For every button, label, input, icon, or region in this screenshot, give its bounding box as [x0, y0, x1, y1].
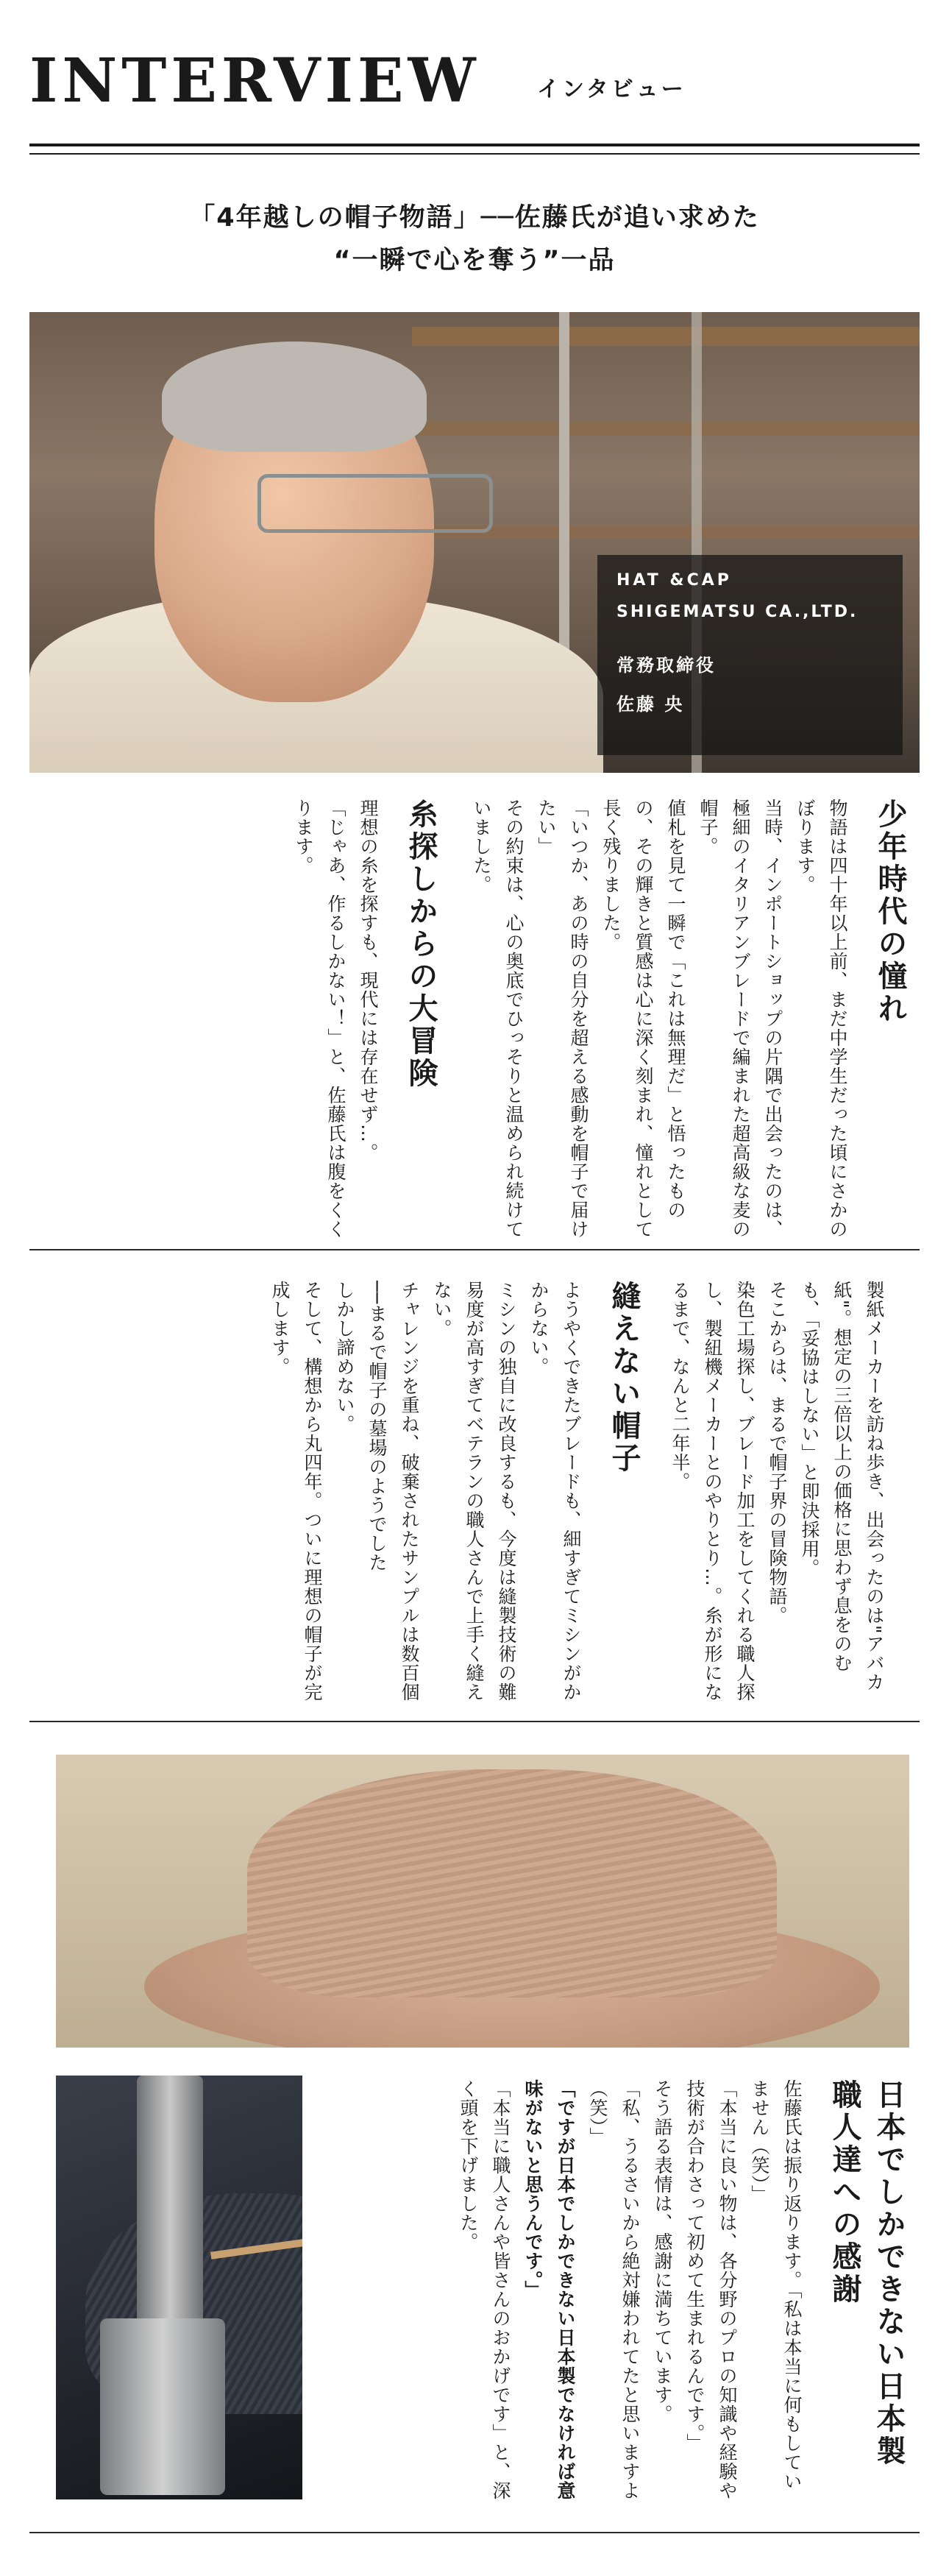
section-heading: 糸探しからの大冒険: [404, 799, 438, 1090]
headline-line-2: “一瞬で心を奪う”一品: [333, 246, 616, 275]
section-divider: [29, 2532, 920, 2533]
paragraph: ミシンの独自に改良するも、今度は縫製技術の難易度が高すぎてベテランの職人さんで上手く縫えない。: [431, 1281, 517, 1702]
page-title: INTERVIEW: [29, 46, 480, 116]
paragraph: 「私、うるさいから絶対嫌われてたと思いますよ（笑）」: [587, 2079, 641, 2500]
caption-role: 常務取締役: [616, 655, 716, 676]
paragraph: 当時、インポートショップの片隅で出会ったのは、極細のイタリアンブレードで編まれた超高級な麦の帽子。: [697, 799, 783, 1239]
paragraph: ようやくできたブレードも、細すぎてミシンがかからない。: [528, 1281, 582, 1702]
section-heading: 縫えない帽子: [607, 1281, 641, 1475]
header-rule-thick: [29, 144, 920, 146]
paragraph-emphasis: 「ですが日本でしかできない日本製でなければ意味がないと思うんです。」: [522, 2079, 576, 2500]
sewing-machine-photo: [56, 2076, 302, 2499]
paragraph: そこからは、まるで帽子界の冒険物語。: [767, 1281, 788, 1625]
caption-name: 佐藤 央: [616, 694, 685, 715]
paragraph: 理想の糸を探すも、現代には存在せず…。: [358, 799, 379, 1162]
section-divider: [29, 1721, 920, 1722]
paragraph: そう語る表情は、感謝に満ちています。: [652, 2079, 673, 2424]
paragraph: しかし諦めない。: [334, 1281, 355, 1434]
paragraph: 値札を見て一瞬で「これは無理だ」と悟ったものの、その輝きと質感は心に深く刻まれ、憧れとして長く残りました。: [600, 799, 686, 1239]
paragraph: 染色工場探し、ブレード加工をしてくれる職人探し、製紐機メーカーとのやりとり…。糸が形になるまで、なんと二年半。: [669, 1281, 756, 1702]
page-header: [29, 46, 920, 116]
article-block-3: [452, 2079, 911, 2506]
headline-line-1: 「4年越しの帽子物語」──佐藤氏が追い求めた: [189, 203, 760, 233]
article-block-1: [287, 799, 912, 1240]
glasses-icon: [257, 474, 493, 533]
paragraph: 「本当に良い物は、各分野のプロの知識や経験や技術が合わさって初めて生まれるんです。」: [684, 2079, 738, 2500]
interviewee-photo: [29, 312, 920, 773]
paragraph: 佐藤氏は振り返ります。「私は本当に何もしていません（笑）」: [749, 2079, 803, 2491]
caption-company-line-1: HAT &CAP: [616, 571, 732, 590]
paragraph: その約束は、心の奥底でひっそりと温められ続けていました。: [471, 799, 525, 1239]
paragraph: 「いつか、あの時の自分を超える感動を帽子で届けたい」: [536, 799, 589, 1239]
paragraph: 「本当に職人さんや皆さんのおかげです」と、深く頭を下げました。: [458, 2079, 511, 2500]
section-divider: [29, 1249, 920, 1250]
photo-caption: [597, 555, 903, 755]
caption-company-line-2: SHIGEMATSU CA.,LTD.: [616, 603, 859, 621]
paragraph: チャレンジを重ね、破棄されたサンプルは数百個──まるで帽子の墓場のようでした: [366, 1281, 420, 1702]
paragraph: 物語は四十年以上前、まだ中学生だった頃にさかのぼります。: [795, 799, 848, 1239]
paragraph: そして、構想から丸四年。ついに理想の帽子が完成します。: [269, 1281, 323, 1702]
page-subtitle: インタビュー: [537, 77, 686, 102]
section-heading: 職人達への感謝: [828, 2079, 861, 2306]
paragraph: 「じゃあ、作るしかない！」と、佐藤氏は腹をくくります。: [293, 799, 346, 1239]
article-block-2: [263, 1281, 890, 1708]
section-heading: 日本でしかできない日本製: [872, 2079, 906, 2468]
header-rule-thin: [29, 153, 920, 155]
section-heading: 少年時代の憧れ: [873, 799, 907, 1025]
hat-photo: [56, 1755, 909, 2048]
paragraph: 製紙メーカーを訪ね歩き、出会ったのは"アバカ紙"。想定の三倍以上の価格に思わず息をのむも、「妥協はしない」と即決採用。: [799, 1281, 885, 1692]
